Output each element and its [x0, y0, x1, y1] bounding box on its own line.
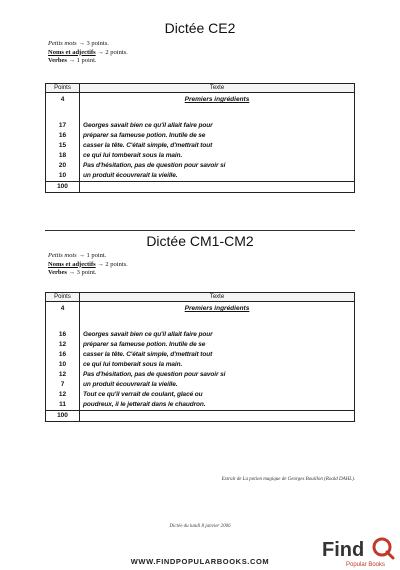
dictation-line: un produit écouvrerait la vieille.	[83, 381, 178, 388]
points-value: 20	[58, 162, 67, 169]
dictation-line: préparer sa fameuse potion. Inutile de se	[83, 341, 206, 348]
points-value: 10	[58, 172, 67, 179]
points-value: 18	[58, 152, 67, 159]
points-value: 16	[58, 351, 67, 358]
dictation-line: Georges savait bien ce qu'il allait faire pour	[83, 122, 213, 129]
legend-line: Noms et adjectifs → 2 points.	[48, 48, 128, 56]
section-title-cm1-cm2: Dictée CM1-CM2	[146, 233, 254, 249]
dictation-date: Dictée du lundi 8 janvier 2006	[169, 524, 231, 529]
table-header-row	[46, 84, 355, 93]
dictation-line: ce qui lui tomberait sous la main.	[83, 361, 183, 368]
points-value: 12	[58, 371, 67, 378]
dictation-line: casser la tête. C'était simple, d'mettrait tout	[83, 142, 213, 149]
dictation-line: poudreux, il le jetterait dans le chaudron.	[83, 401, 206, 408]
column-header-text: Texte	[80, 293, 355, 302]
footer-url[interactable]: WWW.FINDPOPULARBOOKS.COM	[130, 557, 270, 566]
points-value: 16	[58, 132, 67, 139]
logo-word: Find	[322, 539, 365, 561]
legend-line: Verbes → 1 point.	[48, 57, 97, 65]
column-header-points: Points	[46, 84, 80, 93]
dictation-line: casser la tête. C'était simple, d'mettrait tout	[83, 351, 213, 358]
points-column: 4 17 16 15 18 20 10	[46, 93, 80, 182]
column-header-text: Texte	[80, 84, 355, 93]
legend-line: Verbes → 3 point.	[48, 269, 97, 277]
points-value: 10	[58, 361, 67, 368]
table-body-row	[46, 302, 355, 411]
column-header-points: Points	[46, 293, 80, 302]
magnifier-q-icon	[374, 539, 393, 558]
scoring-legend-ce2	[48, 40, 128, 66]
find-popular-books-logo	[318, 530, 398, 568]
logo-tagline: Popular Books	[346, 562, 386, 568]
dictation-line: Tout ce qu'il verrait de coulant, glacé ou	[83, 391, 203, 398]
total-row	[46, 411, 355, 422]
dictation-line: préparer sa fameuse potion. Inutile de se	[83, 132, 206, 139]
source-citation: Extrait de La potion magique de Georges Bouillon (Roald DAHL).	[221, 477, 355, 482]
points-value: 17	[58, 122, 67, 129]
legend-line: Petits mots → 1 point.	[48, 252, 107, 259]
table-header-row	[46, 293, 355, 302]
section-divider	[45, 230, 355, 231]
total-points: 100	[46, 182, 80, 193]
points-column: 4 16 12 16 10 12 7 12 11	[46, 302, 80, 411]
text-column	[80, 302, 355, 411]
points-value: 12	[58, 341, 67, 348]
grading-table-ce2	[45, 83, 355, 193]
points-value: 7	[60, 381, 65, 388]
total-row	[46, 182, 355, 193]
section-title-ce2: Dictée CE2	[164, 20, 236, 36]
text-column	[80, 93, 355, 182]
dictation-line: un produit écouvrerait la vieille.	[83, 172, 178, 179]
dictation-line: Georges savait bien ce qu'il allait faire pour	[83, 331, 213, 338]
dictation-line: Pas d'hésitation, pas de question pour savoir si	[83, 162, 226, 169]
dictation-heading: Premiers ingrédients	[184, 96, 250, 103]
dictation-line: ce qui lui tomberait sous la main.	[83, 152, 183, 159]
points-value: 11	[59, 401, 66, 408]
legend-line: Petits mots → 3 points.	[48, 40, 109, 47]
points-value: 15	[58, 142, 67, 149]
legend-line: Noms et adjectifs → 2 points.	[48, 260, 128, 268]
dictation-line: Pas d'hésitation, pas de question pour savoir si	[83, 371, 226, 378]
table-body-row	[46, 93, 355, 182]
scoring-legend-cm1-cm2	[48, 252, 128, 278]
total-points: 100	[46, 411, 80, 422]
points-value: 16	[58, 331, 67, 338]
points-value: 12	[58, 391, 67, 398]
dictation-heading: Premiers ingrédients	[184, 305, 250, 312]
grading-table-cm1-cm2	[45, 292, 355, 422]
